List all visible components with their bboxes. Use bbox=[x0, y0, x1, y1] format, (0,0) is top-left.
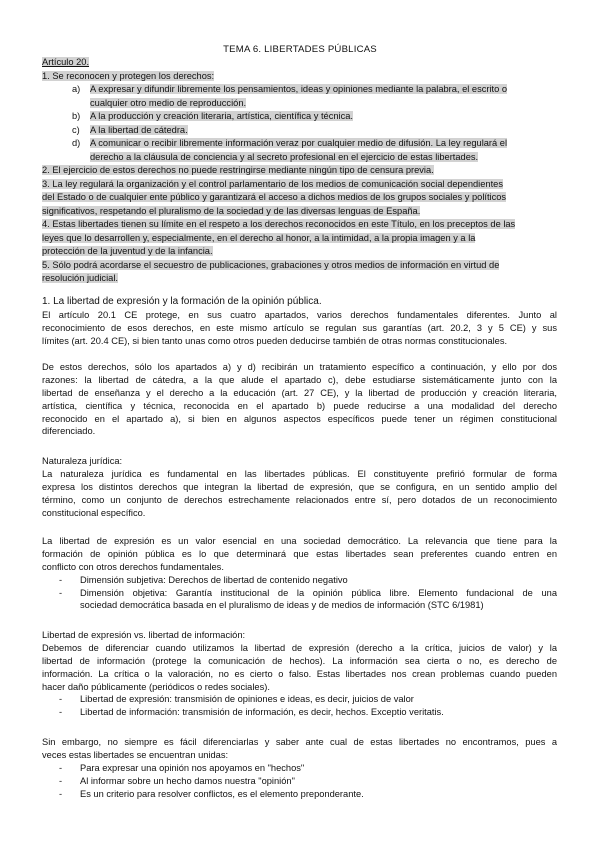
bullet-text: Dimensión objetiva: Garantía institucional de la opinión pública libre. Elemento fundacional de una bbox=[80, 587, 557, 598]
closing-line: veces estas libertades se encuentran unidas: bbox=[42, 749, 229, 760]
list-item bbox=[42, 762, 557, 775]
bullet-dash: - bbox=[59, 574, 63, 585]
bullet-dash: - bbox=[59, 762, 63, 773]
article-paragraph-4-line-3: protección de la juventud y de la infancia. bbox=[42, 246, 213, 256]
value-line: formación de opinión pública es lo que determinará que estas libertades sean preferentes cuando entren en bbox=[42, 548, 557, 559]
versus-line: hacer daño públicamente (periódicos o redes sociales). bbox=[42, 681, 270, 692]
section-1-para-2-line: De estos derechos, sólo los apartados a) y d) recibirán un tratamiento específico a continuación, y ello por dos bbox=[42, 362, 557, 372]
item-label: d) bbox=[72, 138, 81, 148]
section-1-para-2 bbox=[42, 361, 557, 438]
article-paragraph-2: 2. El ejercicio de estos derechos no puede restringirse mediante ningún tipo de censura previa. bbox=[42, 165, 434, 175]
value-section bbox=[42, 535, 557, 612]
article-heading: Artículo 20. bbox=[42, 57, 90, 67]
section-1-para-2-line: reconocido en el apartado a), si bien en algunos aspectos específicos puede tener un régimen constitucional bbox=[42, 413, 557, 424]
section-1-para-1-line: El artículo 20.1 CE protege, en sus cuatro apartados, varios derechos fundamentales diferentes. Junto al bbox=[42, 309, 557, 320]
versus-line: información. La crítica o la valoración, no es cierto o falso. Estas libertades nos crean problemas cuando pueden bbox=[42, 668, 557, 679]
versus-heading: Libertad de expresión vs. libertad de información: bbox=[42, 630, 246, 640]
nature-section bbox=[42, 455, 557, 519]
section-1-para-2-line: artística, científica y técnica, reconocida en el apartado b) puede reducirse a una modalidad del derecho bbox=[42, 400, 557, 411]
section-1-para-1-line: límites (art. 20.4 CE), si bien tanto unas como otros pueden deducirse también de otras normas constitucionales. bbox=[42, 335, 508, 346]
section-1 bbox=[42, 296, 557, 348]
bullet-dash: - bbox=[59, 788, 63, 799]
article-paragraph-3-line-2: del Estado o de cualquier ente público y garantizará el acceso a dichos medios de los grupos sociales y políticos bbox=[42, 192, 507, 202]
nature-line: expresa los distintos derechos que integran la libertad de expresión, que se configura, en un sentido amplio del bbox=[42, 481, 557, 492]
bullet-text: Es un criterio para resolver conflictos, es el elemento preponderante. bbox=[80, 788, 364, 799]
closing-line: Sin embargo, no siempre es fácil diferenciarlas y saber ante cual de estas libertades no encontramos, pues a bbox=[42, 737, 557, 747]
bullet-text: Libertad de información: transmisión de información, es decir, hechos. Exceptio veritatis. bbox=[80, 707, 444, 718]
section-1-para-2-line: libertad de enseñanza y el derecho a la educación (art. 27 CE), y la libertad de producción y creación literaria, bbox=[42, 387, 557, 398]
bullet-dash: - bbox=[59, 694, 63, 705]
list-item bbox=[42, 693, 557, 706]
bullet-text: Libertad de expresión: transmisión de opiniones e ideas, es decir, juicios de valor bbox=[80, 694, 414, 705]
bullet-text: sociedad democrática basada en el pluralismo de ideas y de medios de información (STC 6/1981) bbox=[80, 600, 484, 611]
item-d-line-2: derecho a la cláusula de conciencia y al secreto profesional en el ejercicio de estas libertades. bbox=[90, 151, 479, 162]
list-item bbox=[42, 706, 557, 719]
nature-line: La naturaleza jurídica es fundamental en las libertades públicas. El constituyente prefirió formular de forma bbox=[42, 468, 557, 479]
article-20-block bbox=[42, 56, 557, 286]
list-item bbox=[42, 788, 557, 801]
nature-heading: Naturaleza jurídica: bbox=[42, 456, 123, 466]
item-c-line-1: A la libertad de cátedra. bbox=[90, 124, 188, 135]
list-item bbox=[42, 587, 557, 613]
nature-line: constitucional específico. bbox=[42, 507, 146, 518]
bullet-dash: - bbox=[59, 775, 63, 786]
list-item bbox=[42, 574, 557, 587]
article-paragraph-5-line-1: 5. Sólo podrá acordarse el secuestro de publicaciones, grabaciones y otros medios de información en virtud de bbox=[42, 259, 500, 270]
item-d-line-1: A comunicar o recibir libremente información veraz por cualquier medio de difusión. La ley regulará el bbox=[90, 138, 508, 148]
article-paragraph-5-line-2: resolución judicial. bbox=[42, 273, 118, 283]
nature-line: término, como un conjunto de derechos estrechamente relacionados entre sí, pero dotados de un reconocimiento bbox=[42, 494, 557, 505]
closing-section bbox=[42, 736, 557, 800]
item-label: c) bbox=[72, 124, 80, 135]
item-label: b) bbox=[72, 111, 81, 121]
bullet-text: Al informar sobre un hecho damos nuestra "opinión" bbox=[80, 775, 295, 786]
section-1-para-2-line: diferenciado. bbox=[42, 426, 96, 437]
versus-line: libertad de información (protege la comunicación de hechos). La información sea cierta o no, es derecho de bbox=[42, 655, 557, 666]
section-1-para-2-line: razones: la libertad de cátedra, a la que alude el apartado c), debe estudiarse sistemáticamente junto con la bbox=[42, 374, 557, 385]
section-1-heading: 1. La libertad de expresión y la formación de la opinión pública. bbox=[42, 296, 322, 307]
bullet-text: Dimensión subjetiva: Derechos de libertad de contenido negativo bbox=[80, 574, 348, 585]
versus-line: Debemos de diferenciar cuando utilizamos la libertad de expresión (derecho a la crítica, juicios de valor) y la bbox=[42, 642, 557, 653]
item-a-line-1: A expresar y difundir libremente los pensamientos, ideas y opiniones mediante la palabra, el escrito o bbox=[90, 84, 508, 94]
section-1-para-1-line: reconocimiento de esos derechos, en este mismo artículo se regulan sus garantías (art. 20.2, 3 y 5 CE) y sus bbox=[42, 322, 557, 333]
value-line: conflicto con otros derechos fundamentales. bbox=[42, 561, 224, 572]
article-paragraph-1: 1. Se reconocen y protegen los derechos: bbox=[42, 70, 215, 81]
article-paragraph-3-line-1: 3. La ley regulará la organización y el control parlamentario de los medios de comunicación social dependientes bbox=[42, 178, 503, 189]
item-a-line-2: cualquier otro medio de reproducción. bbox=[90, 97, 247, 108]
bullet-dash: - bbox=[59, 587, 63, 598]
list-item bbox=[42, 775, 557, 788]
article-paragraph-4-line-2: leyes que lo desarrollen y, especialmente, en el derecho al honor, a la intimidad, a la propia imagen y a la bbox=[42, 232, 476, 243]
article-paragraph-4-line-1: 4. Estas libertades tienen su límite en el respeto a los derechos reconocidos en este Título, en los preceptos de las bbox=[42, 219, 516, 229]
bullet-text: Para expresar una opinión nos apoyamos en "hechos" bbox=[80, 762, 305, 773]
item-b-line-1: A la producción y creación literaria, artística, científica y técnica. bbox=[90, 111, 354, 121]
article-paragraph-3-line-3: significativos, respetando el pluralismo de la sociedad y de las diversas lenguas de España. bbox=[42, 205, 421, 216]
value-line: La libertad de expresión es un valor esencial en una sociedad democrático. La relevancia que tiene para la bbox=[42, 536, 557, 546]
document-title: TEMA 6. LIBERTADES PÚBLICAS bbox=[223, 44, 377, 55]
versus-section bbox=[42, 629, 557, 719]
bullet-dash: - bbox=[59, 707, 63, 718]
item-label: a) bbox=[72, 84, 81, 94]
